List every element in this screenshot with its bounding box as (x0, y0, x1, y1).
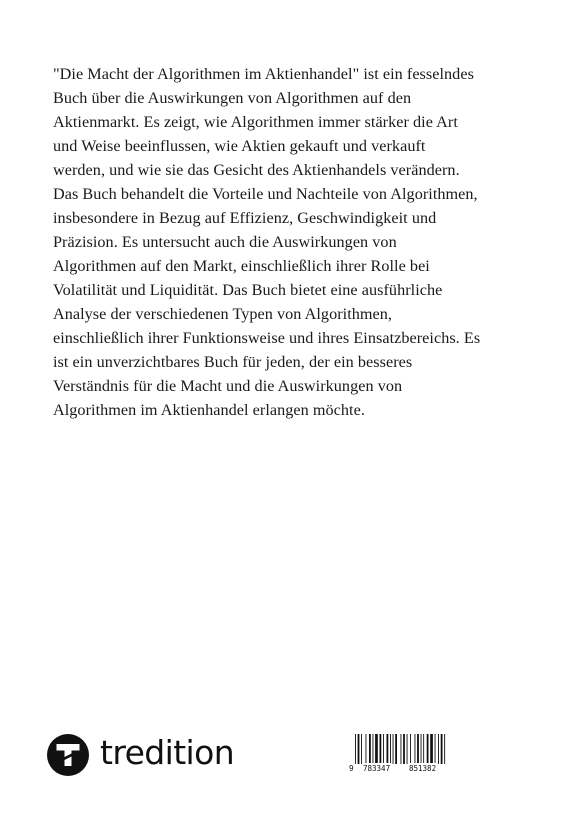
blurb-line: ist ein unverzichtbares Buch für jeden, der ein besseres (53, 353, 413, 371)
barcode-bar (430, 734, 433, 764)
blurb-line: Algorithmen im Aktienhandel erlangen möchte. (53, 401, 365, 419)
tredition-t-logo-icon (46, 733, 90, 777)
barcode-bar (444, 734, 445, 764)
blurb-line: Volatilität und Liquidität. Das Buch bietet eine ausführliche (53, 281, 443, 299)
blurb-line: insbesondere in Bezug auf Effizienz, Geschwindigkeit und (53, 209, 437, 227)
barcode-bar (435, 734, 436, 764)
barcode-bar (393, 734, 394, 764)
barcode-bar (355, 734, 356, 764)
barcode-bar (366, 734, 367, 764)
barcode-bar (395, 734, 397, 764)
publisher-name: tredition (100, 733, 235, 772)
barcode-right-group: 851382 (409, 764, 437, 773)
barcode-bar (383, 734, 384, 764)
barcode-bar (403, 734, 405, 764)
blurb-line: Das Buch behandelt die Vorteile und Nachteile von Algorithmen, (53, 185, 478, 203)
barcode-first-digit: 9 (349, 764, 354, 773)
blurb-line: und Weise beeinflussen, wie Aktien gekauft und verkauft (53, 137, 426, 155)
barcode-bar (369, 734, 371, 764)
blurb-line: "Die Macht der Algorithmen im Aktienhandel" ist ein fesselndes (53, 65, 474, 83)
blurb-line: einschließlich ihrer Funktionsweise und ihres Einsatzbereichs. Es (53, 329, 481, 347)
barcode-left-group: 783347 (363, 764, 391, 773)
blurb-line: Präzision. Es untersucht auch die Auswirkungen von (53, 233, 397, 251)
barcode-bar (423, 734, 424, 764)
barcode-bar (375, 734, 378, 764)
blurb-line: Buch über die Auswirkungen von Algorithmen auf den (53, 89, 412, 107)
barcode-bar (427, 734, 429, 764)
barcode-bar (407, 734, 408, 764)
barcode-bar (387, 734, 389, 764)
publisher-logo (46, 733, 234, 777)
barcode-bar (380, 734, 382, 764)
barcode-bar (417, 734, 419, 764)
barcode-bar (361, 734, 362, 764)
barcode-bar (373, 734, 374, 764)
barcode-bar (401, 734, 402, 764)
barcode-bar (441, 734, 443, 764)
barcode-bar (421, 734, 422, 764)
blurb-line: werden, und wie sie das Gesicht des Aktienhandels verändern. (53, 161, 460, 179)
blurb-line: Aktienmarkt. Es zeigt, wie Algorithmen immer stärker die Art (53, 113, 458, 131)
barcode-bar (410, 734, 411, 764)
barcode-bar (415, 734, 416, 764)
blurb-line: Algorithmen auf den Markt, einschließlich ihrer Rolle bei (53, 257, 430, 275)
barcode-bar (358, 734, 360, 764)
blurb-line: Verständnis für die Macht und die Auswirkungen von (53, 377, 403, 395)
barcode-bar (438, 734, 439, 764)
isbn-barcode (349, 734, 449, 774)
barcode-digits (349, 763, 449, 774)
blurb-line: Analyse der verschiedenen Typen von Algorithmen, (53, 305, 393, 323)
barcode-bar (390, 734, 391, 764)
blurb-text (53, 62, 533, 422)
